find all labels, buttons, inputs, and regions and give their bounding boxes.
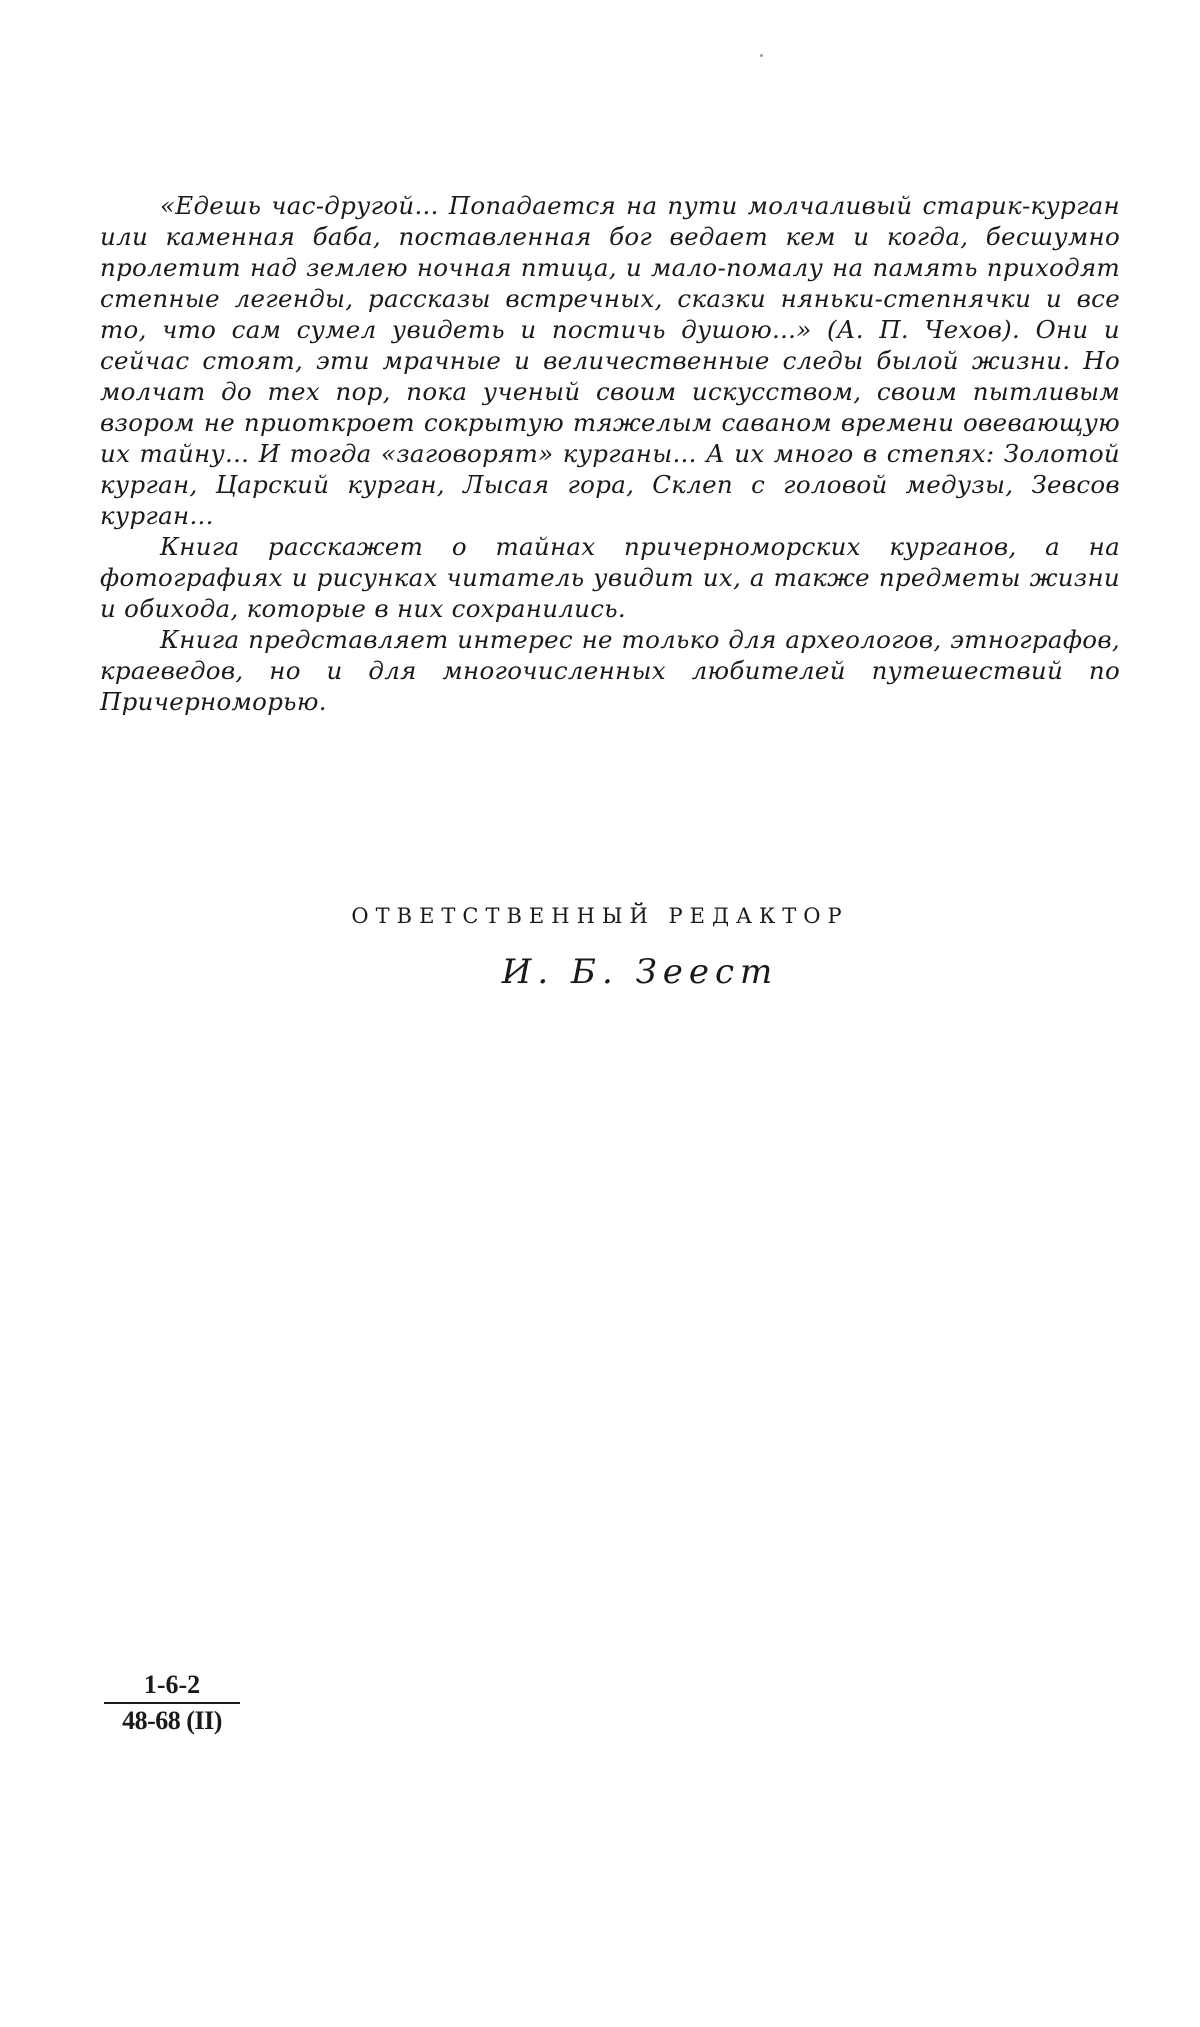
annotation-paragraph-audience: Книга представляет интерес не только для археологов, этнографов, краеведов, но и для многочисленных любителей путешествий по Причерноморью. <box>100 625 1120 716</box>
editor-name: И. Б. Зеест <box>501 952 779 992</box>
print-speck <box>760 54 763 57</box>
index-code-numerator: 1-6-2 <box>104 1668 240 1704</box>
book-annotation <box>100 190 1120 717</box>
editor-role-heading: ОТВЕТСТВЕННЫЙ РЕДАКТОР <box>351 904 849 928</box>
index-code-denominator: 48-68 (II) <box>122 1706 222 1735</box>
publication-index-code <box>104 1668 240 1738</box>
annotation-paragraph-content: Книга расскажет о тайнах причерноморских курганов, а на фотографиях и рисунках читатель увидит их, а также предметы жизни и обихода, которые в них сохранились. <box>100 532 1120 623</box>
annotation-paragraph-quote: «Едешь час-другой... Попадается на пути молчаливый старик-курган или каменная баба, поставленная бог ведает кем и когда, бесшумно пролетит над землею ночная птица, и мало-помалу на память приходят степные легенды, рассказы встречных, сказки няньки-степнячки и все то, что сам сумел увидеть и постичь душою...» (А. П. Чехов). Они и сейчас стоят, эти мрачные и величественные следы былой жизни. Но молчат до тех пор, пока ученый своим искусством, своим пытливым взором не приоткроет сокрытую тяжелым саваном времени овевающую их тайну... И тогда «заговорят» курганы... А их много в степях: Золотой курган, Царский курган, Лысая гора, Склеп с головой медузы, Зевсов курган... <box>100 191 1120 530</box>
